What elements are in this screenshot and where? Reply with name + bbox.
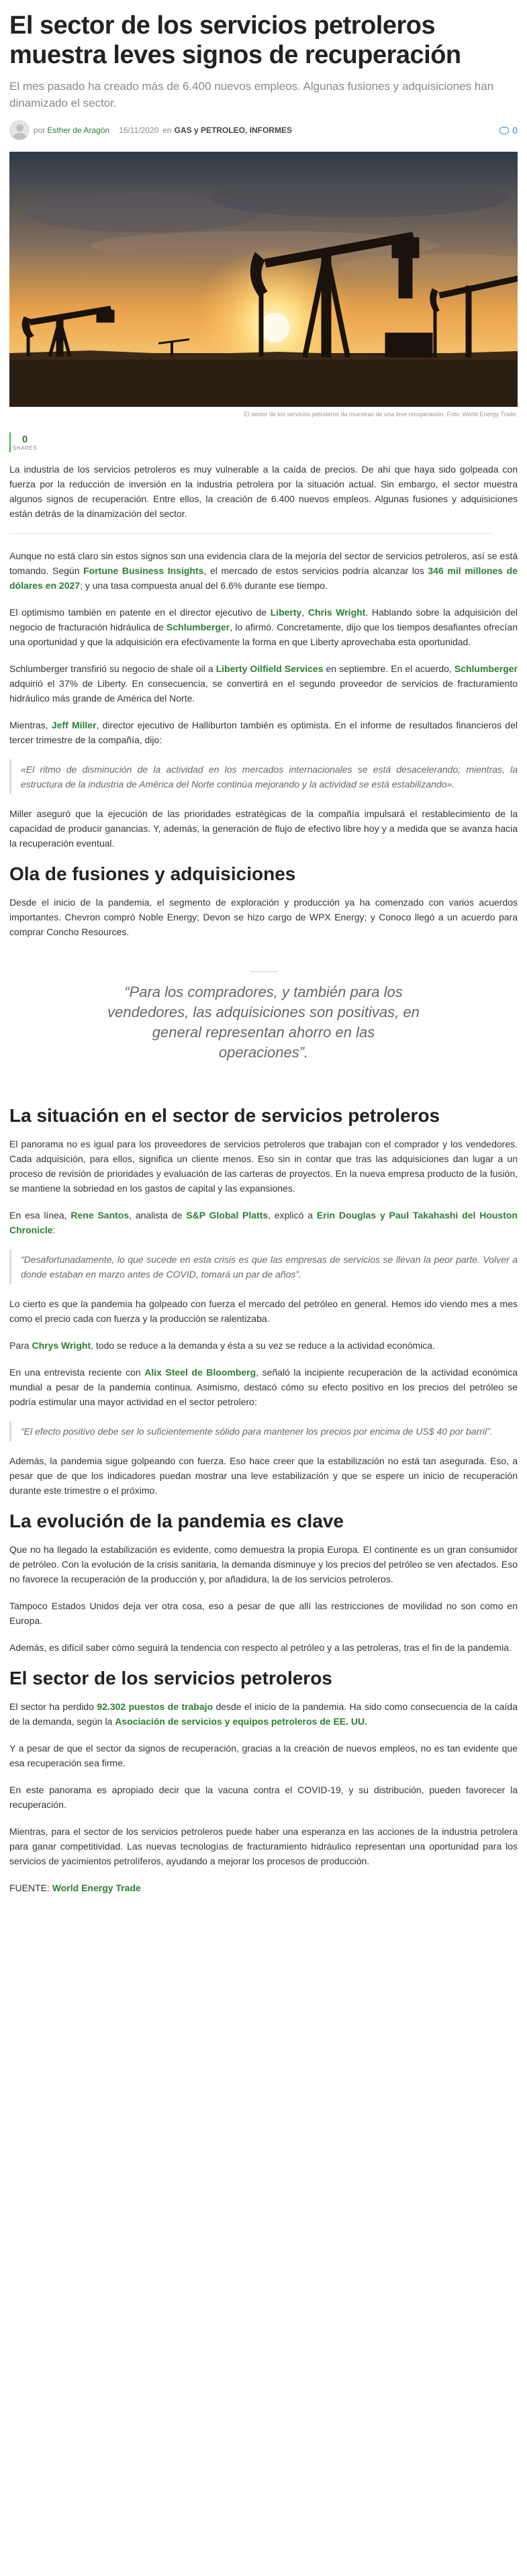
- comments-link[interactable]: [499, 125, 518, 136]
- text: ,: [301, 607, 308, 618]
- text: , el mercado de estos servicios podría alcanzar los: [203, 565, 428, 576]
- link-alix-steel-bloomberg[interactable]: Alix Steel de Bloomberg: [144, 1367, 256, 1378]
- paragraph: [9, 1365, 518, 1409]
- text: Mientras,: [9, 720, 52, 730]
- author-link[interactable]: Esther de Aragón: [47, 126, 110, 135]
- paragraph: En este panorama es apropiado decir que la vacuna contra el COVID-19, y su distribución, pueden favorecer la recuperación.: [9, 1784, 518, 1810]
- meta-by: por: [34, 126, 46, 135]
- paragraph: [9, 1699, 518, 1729]
- text: ; y una tasa compuesta anual del 6.6% durante ese tiempo.: [80, 580, 328, 591]
- text: Para: [9, 1340, 32, 1351]
- text: , analista de: [129, 1210, 187, 1221]
- paragraph: [9, 661, 518, 706]
- text: , explicó a: [268, 1210, 317, 1221]
- link-jeff-miller[interactable]: Jeff Miller: [51, 720, 97, 730]
- text: :: [52, 1225, 56, 1235]
- section-heading: La situación en el sector de servicios petroleros: [9, 1105, 440, 1126]
- share-count: 0: [21, 434, 28, 445]
- blockquote: “El efecto positivo debe ser lo suficientemente sólido para mantener los precios por encima de US$ 40 por barril”.: [9, 1421, 518, 1441]
- comment-bubble-icon: [499, 127, 509, 134]
- text: En una entrevista reciente con: [9, 1367, 145, 1378]
- text: Aunque no está claro sin estos signos son una evidencia clara de la mejoría del sector de servicios petroleros, así se está tomando. Según: [9, 551, 518, 576]
- category-links[interactable]: GAS y PETROLEO, INFORMES: [174, 126, 292, 135]
- divider: [9, 533, 493, 534]
- paragraph: Además, es difícil saber cómo seguirá la tendencia con respecto al petróleo y a las petroleras, tras el fin de la pandemia.: [9, 1642, 512, 1653]
- section-heading: El sector de los servicios petroleros: [9, 1668, 332, 1688]
- text: El optimismo también en patente en el director ejecutivo de: [9, 607, 271, 618]
- text: , director ejecutivo de Halliburton también es optimista. En el informe de resultados financieros del tercer trimestre de la compañía, dijo:: [9, 720, 518, 745]
- text: , señaló la incipiente recuperación de la actividad económica mundial a pesar de la pandemia continua. Asimismo, destacó cómo su efecto positivo en los precios del petróleo se podría estimular una mayor actividad en el sector petrolero:: [9, 1367, 518, 1407]
- link-market-value[interactable]: 346 mil millones de dólares en 2027: [9, 565, 518, 591]
- text: adquirió el 37% de Liberty. En consecuencia, se convertirá en el segundo proveedor de servicios de fracturamiento hidráulico más grande de América del Norte.: [9, 678, 518, 704]
- blockquote: «El ritmo de disminución de la actividad en los mercados internacionales se está desacelerando; mientras, la estructura de la industria de América del Norte continúa mejorando y la actividad se está estabilizando».: [9, 759, 518, 794]
- paragraph: Que no ha llegado la estabilización es evidente, como demuestra la propia Europa. El continente es un gran consumidor de petróleo. Con la evolución de la crisis sanitaria, la demanda disminuye y los precios del petróleo se ven afectados. Eso no favorece la recuperación de la producción y, por añadidura, la de los servicios petroleros.: [9, 1544, 518, 1584]
- paragraph: [9, 718, 518, 747]
- link-world-energy-trade[interactable]: World Energy Trade: [52, 1882, 141, 1893]
- link-sp-global-platts[interactable]: S&P Global Platts: [186, 1210, 269, 1221]
- link-liberty-oilfield-services[interactable]: Liberty Oilfield Services: [215, 663, 324, 674]
- link-petroleum-equipment-association[interactable]: Asociación de servicios y equipos petroleros de EE. UU.: [115, 1716, 368, 1727]
- paragraph: El panorama no es igual para los proveedores de servicios petroleros que trabajan con el comprador y los vendedores. Cada adquisición, para ellos, significa un cliente menos. Eso sin in contar que tras las adquisiciones dan lugar a un proceso de revisión de prioridades y evaluación de las carteras de proyectos. En la nueva empresa producto de la fusión, se mantiene la sobriedad en los gastos de capital y las expansiones.: [9, 1139, 518, 1194]
- text: . Hablando sobre la adquisición del negocio de fracturación hidráulica de: [9, 607, 518, 632]
- link-fortune-business-insights[interactable]: Fortune Business Insights: [83, 565, 204, 576]
- text: , lo afirmó. Concretamente, dijo que los tiempos desafiantes ofrecían una oportunidad y que la adquisición era efectivamente la forma en que Liberty aprovechaba esta oportunidad.: [9, 622, 518, 647]
- paragraph: [9, 1338, 518, 1353]
- link-chris-wright[interactable]: Chris Wright: [307, 607, 366, 618]
- text: en septiembre. En el acuerdo,: [323, 663, 454, 674]
- article-title: El sector de los servicios petroleros muestra leves signos de recuperación: [9, 11, 461, 69]
- link-schlumberger[interactable]: Schlumberger: [454, 663, 518, 674]
- link-rene-santos[interactable]: Rene Santos: [70, 1210, 130, 1221]
- link-jobs-lost[interactable]: 92.302 puestos de trabajo: [97, 1701, 213, 1712]
- paragraph: Lo cierto es que la pandemia ha golpeado con fuerza el mercado del petróleo en general. Hemos ido viendo mes a mes como el precio cada con fuerza y la producción se ralentizaba.: [9, 1298, 518, 1324]
- oil-pumpjack-sunset-image: [9, 152, 518, 407]
- paragraph: Tampoco Estados Unidos deja ver otra cosa, eso a pesar de que allí las restricciones de movilidad no son como en Europa.: [9, 1601, 518, 1626]
- text: El sector ha perdido: [9, 1701, 97, 1712]
- hero-caption: El sector de los servicios petroleros da muestras de una leve recuperación. Foto: World Energy Trade.: [244, 411, 518, 418]
- link-chrys-wright[interactable]: Chrys Wright: [32, 1340, 91, 1351]
- paragraph: [9, 1208, 518, 1237]
- blockquote: “Desafortunadamente, lo que sucede en esta crisis es que las empresas de servicios se llevan la peor parte. Volver a donde estaban en marzo antes de COVID, tomará un par de años”.: [9, 1249, 518, 1284]
- source-line: [9, 1880, 518, 1895]
- section-heading: La evolución de la pandemia es clave: [9, 1511, 344, 1531]
- article-body: [9, 462, 518, 1895]
- publish-date: 16/11/2020: [119, 126, 159, 135]
- text: , todo se reduce a la demanda y ésta a su vez se reduce a la actividad económica.: [91, 1340, 435, 1351]
- article-meta: [9, 118, 518, 142]
- paragraph: Miller aseguró que la ejecución de las prioridades estratégicas de la compañía impulsará el restablecimiento de la capacidad de producir ganancias. Y, además, la generación de flujo de efectivo libre hoy y a medida que se avanza hacia la recuperación eventual.: [9, 808, 518, 849]
- pull-quote: “Para los compradores, y también para los vendedores, las adquisiciones son positivas, en general representan ahorro en las operaciones”.: [106, 971, 422, 1063]
- text: En esa línea,: [9, 1210, 71, 1221]
- source-label: FUENTE:: [9, 1882, 52, 1893]
- share-counter: [9, 432, 39, 452]
- link-liberty[interactable]: Liberty: [270, 607, 302, 618]
- paragraph: [9, 548, 518, 593]
- paragraph: [9, 605, 518, 649]
- link-houston-chronicle[interactable]: Erin Douglas y Paul Takahashi del Houston Chronicle: [9, 1210, 518, 1235]
- article-subtitle: El mes pasado ha creado más de 6.400 nuevos empleos. Algunas fusiones y adquisiciones han dinamizado el sector.: [9, 80, 494, 109]
- section-heading: Ola de fusiones y adquisiciones: [9, 863, 296, 884]
- share-label: SHARES: [13, 445, 37, 451]
- text: desde el inicio de la pandemia. Ha sido como consecuencia de la caída de la demanda, según la: [9, 1701, 518, 1727]
- paragraph: Desde el inicio de la pandemia, el segmento de exploración y producción ya ha comenzado con varios acuerdos importantes. Chevron compró Noble Energy; Devon se hizo cargo de WPX Energy; y Conoco llegó a un acuerdo para comprar Concho Resources.: [9, 897, 518, 937]
- hero-image: [9, 152, 518, 407]
- meta-in: en: [162, 126, 172, 135]
- comments-count: 0: [512, 125, 518, 136]
- paragraph: Y a pesar de que el sector da signos de recuperación, gracias a la creación de nuevos empleos, no es tan evidente que esa recuperación sea firme.: [9, 1743, 518, 1768]
- text: Schlumberger transfirió su negocio de shale oil a: [9, 663, 216, 674]
- paragraph: Además, la pandemia sigue golpeando con fuerza. Eso hace creer que la estabilización no está tan asegurada. Eso, a pesar que de que los indicadores puedan mostrar una leve estabilización y que se espere un inicio de recuperación durante este trimestre o el próximo.: [9, 1456, 518, 1496]
- link-schlumberger[interactable]: Schlumberger: [166, 622, 230, 632]
- paragraph-intro: La industria de los servicios petroleros es muy vulnerable a la caída de precios. De ahí que haya sido golpeada con fuerza por la reducción de inversión en la industria petrolera por la situación actual. Sin embargo, el sector muestra algunos signos de recuperación. Entre ellos, la creación de 6.400 nuevos empleos. Algunas fusiones y adquisiciones están detrás de la dinamización del sector.: [9, 464, 518, 519]
- paragraph: Mientras, para el sector de los servicios petroleros puede haber una esperanza en las acciones de la industria petrolera para ganar competitividad. Las nuevas tecnologías de fracturamiento hidráulico representan una oportunidad para los servicios de yacimientos petrolíferos, ayudando a mejorar los procesos de producción.: [9, 1826, 518, 1866]
- user-avatar-icon[interactable]: [9, 120, 30, 140]
